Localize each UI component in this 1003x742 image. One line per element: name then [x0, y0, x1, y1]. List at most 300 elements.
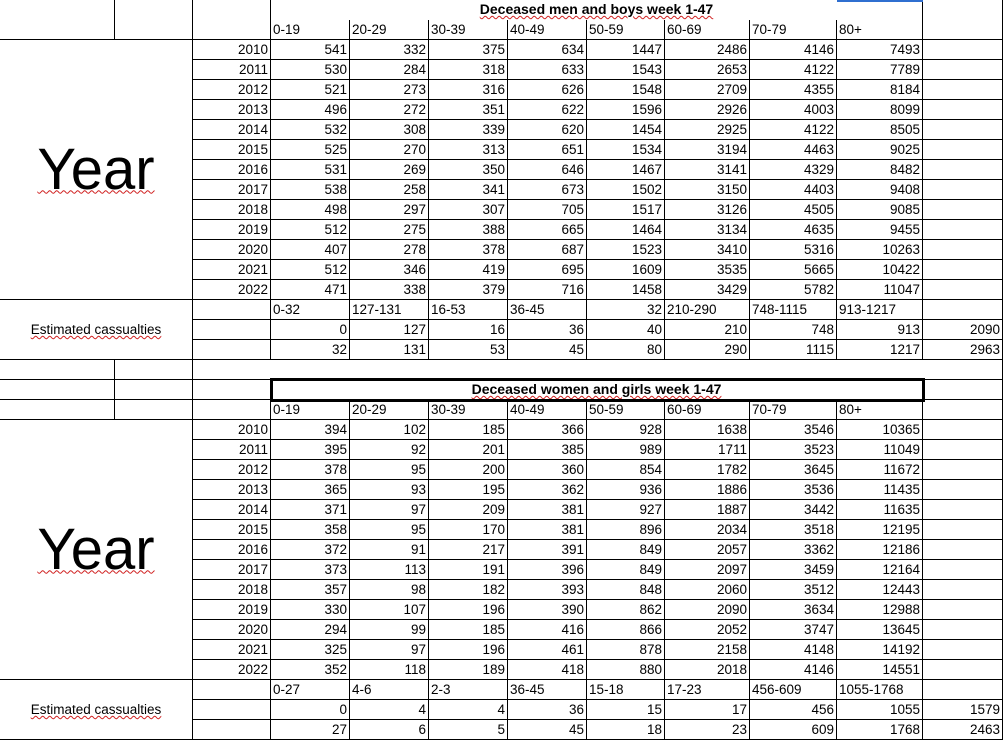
value-cell[interactable]: 98 — [350, 580, 429, 600]
value-cell[interactable]: 316 — [429, 80, 508, 100]
empty-cell[interactable] — [923, 480, 1003, 500]
empty-cell[interactable] — [193, 340, 271, 360]
empty-cell[interactable] — [193, 320, 271, 340]
estimate-low-cell[interactable]: 17 — [665, 700, 750, 720]
age-group-header[interactable]: 50-59 — [587, 400, 665, 420]
value-cell[interactable]: 10263 — [837, 240, 923, 260]
empty-cell[interactable] — [115, 400, 193, 420]
value-cell[interactable]: 2018 — [665, 660, 750, 680]
value-cell[interactable]: 927 — [587, 500, 665, 520]
value-cell[interactable]: 989 — [587, 440, 665, 460]
year-cell[interactable]: 2016 — [193, 160, 271, 180]
value-cell[interactable]: 11635 — [837, 500, 923, 520]
value-cell[interactable]: 97 — [350, 640, 429, 660]
value-cell[interactable]: 391 — [508, 540, 587, 560]
value-cell[interactable]: 201 — [429, 440, 508, 460]
value-cell[interactable]: 373 — [271, 560, 350, 580]
value-cell[interactable]: 97 — [350, 500, 429, 520]
value-cell[interactable]: 195 — [429, 480, 508, 500]
value-cell[interactable]: 3194 — [665, 140, 750, 160]
empty-cell[interactable] — [923, 580, 1003, 600]
value-cell[interactable]: 620 — [508, 120, 587, 140]
empty-cell[interactable] — [923, 40, 1003, 60]
value-cell[interactable]: 170 — [429, 520, 508, 540]
value-cell[interactable]: 118 — [350, 660, 429, 680]
age-group-header[interactable]: 70-79 — [750, 20, 837, 40]
empty-cell[interactable] — [923, 400, 1003, 420]
value-cell[interactable]: 541 — [271, 40, 350, 60]
value-cell[interactable]: 378 — [271, 460, 350, 480]
estimate-range-cell[interactable]: 36-45 — [508, 680, 587, 700]
value-cell[interactable]: 3362 — [750, 540, 837, 560]
age-group-header[interactable]: 60-69 — [665, 400, 750, 420]
value-cell[interactable]: 1782 — [665, 460, 750, 480]
value-cell[interactable]: 12988 — [837, 600, 923, 620]
year-cell[interactable]: 2021 — [193, 640, 271, 660]
age-group-header[interactable]: 80+ — [837, 400, 923, 420]
estimate-low-cell[interactable]: 40 — [587, 320, 665, 340]
year-cell[interactable]: 2010 — [193, 40, 271, 60]
value-cell[interactable]: 394 — [271, 420, 350, 440]
value-cell[interactable]: 13645 — [837, 620, 923, 640]
value-cell[interactable]: 9408 — [837, 180, 923, 200]
year-cell[interactable]: 2014 — [193, 500, 271, 520]
value-cell[interactable]: 338 — [350, 280, 429, 300]
value-cell[interactable]: 91 — [350, 540, 429, 560]
age-group-header[interactable]: 40-49 — [508, 20, 587, 40]
value-cell[interactable]: 849 — [587, 560, 665, 580]
value-cell[interactable]: 113 — [350, 560, 429, 580]
value-cell[interactable]: 4122 — [750, 60, 837, 80]
value-cell[interactable]: 330 — [271, 600, 350, 620]
estimate-range-cell[interactable]: 127-131 — [350, 300, 429, 320]
estimate-high-cell[interactable]: 6 — [350, 720, 429, 740]
value-cell[interactable]: 673 — [508, 180, 587, 200]
value-cell[interactable]: 7789 — [837, 60, 923, 80]
empty-cell[interactable] — [923, 200, 1003, 220]
value-cell[interactable]: 270 — [350, 140, 429, 160]
estimate-low-cell[interactable]: 2090 — [923, 320, 1003, 340]
age-group-header[interactable]: 40-49 — [508, 400, 587, 420]
estimate-low-cell[interactable]: 210 — [665, 320, 750, 340]
value-cell[interactable]: 278 — [350, 240, 429, 260]
value-cell[interactable]: 1548 — [587, 80, 665, 100]
value-cell[interactable]: 9025 — [837, 140, 923, 160]
value-cell[interactable]: 273 — [350, 80, 429, 100]
value-cell[interactable]: 395 — [271, 440, 350, 460]
estimate-low-cell[interactable]: 913 — [837, 320, 923, 340]
empty-cell[interactable] — [923, 280, 1003, 300]
value-cell[interactable]: 196 — [429, 640, 508, 660]
value-cell[interactable]: 272 — [350, 100, 429, 120]
value-cell[interactable]: 3429 — [665, 280, 750, 300]
age-group-header[interactable]: 30-39 — [429, 20, 508, 40]
value-cell[interactable]: 1711 — [665, 440, 750, 460]
estimate-high-cell[interactable]: 1217 — [837, 340, 923, 360]
value-cell[interactable]: 1517 — [587, 200, 665, 220]
empty-cell[interactable] — [0, 400, 115, 420]
value-cell[interactable]: 862 — [587, 600, 665, 620]
value-cell[interactable]: 10422 — [837, 260, 923, 280]
value-cell[interactable]: 107 — [350, 600, 429, 620]
value-cell[interactable]: 4146 — [750, 660, 837, 680]
empty-cell[interactable] — [923, 660, 1003, 680]
value-cell[interactable]: 716 — [508, 280, 587, 300]
women-year-label[interactable]: Year — [0, 420, 193, 680]
estimate-low-cell[interactable]: 1579 — [923, 700, 1003, 720]
estimate-range-cell[interactable]: 4-6 — [350, 680, 429, 700]
year-cell[interactable]: 2019 — [193, 600, 271, 620]
value-cell[interactable]: 531 — [271, 160, 350, 180]
empty-cell[interactable] — [923, 60, 1003, 80]
value-cell[interactable]: 9455 — [837, 220, 923, 240]
estimate-high-cell[interactable]: 80 — [587, 340, 665, 360]
value-cell[interactable]: 3512 — [750, 580, 837, 600]
value-cell[interactable]: 687 — [508, 240, 587, 260]
estimate-low-cell[interactable]: 456 — [750, 700, 837, 720]
empty-cell[interactable] — [923, 500, 1003, 520]
value-cell[interactable]: 3535 — [665, 260, 750, 280]
empty-cell[interactable] — [923, 20, 1003, 40]
estimate-range-cell[interactable]: 0-27 — [271, 680, 350, 700]
empty-cell[interactable] — [193, 720, 271, 740]
value-cell[interactable]: 313 — [429, 140, 508, 160]
value-cell[interactable]: 2052 — [665, 620, 750, 640]
estimate-low-cell[interactable]: 0 — [271, 320, 350, 340]
estimate-low-cell[interactable]: 4 — [429, 700, 508, 720]
value-cell[interactable]: 8099 — [837, 100, 923, 120]
year-cell[interactable]: 2017 — [193, 560, 271, 580]
value-cell[interactable]: 350 — [429, 160, 508, 180]
value-cell[interactable]: 928 — [587, 420, 665, 440]
value-cell[interactable]: 5316 — [750, 240, 837, 260]
empty-cell[interactable] — [115, 380, 193, 400]
year-cell[interactable]: 2019 — [193, 220, 271, 240]
value-cell[interactable]: 217 — [429, 540, 508, 560]
empty-cell[interactable] — [923, 80, 1003, 100]
estimate-high-cell[interactable]: 23 — [665, 720, 750, 740]
estimate-high-cell[interactable]: 45 — [508, 720, 587, 740]
value-cell[interactable]: 209 — [429, 500, 508, 520]
empty-cell[interactable] — [193, 0, 271, 21]
estimate-low-cell[interactable]: 0 — [271, 700, 350, 720]
value-cell[interactable]: 1609 — [587, 260, 665, 280]
value-cell[interactable]: 633 — [508, 60, 587, 80]
year-cell[interactable]: 2021 — [193, 260, 271, 280]
empty-cell[interactable] — [923, 640, 1003, 660]
estimate-high-cell[interactable]: 2463 — [923, 720, 1003, 740]
year-cell[interactable]: 2017 — [193, 180, 271, 200]
estimate-high-cell[interactable]: 1768 — [837, 720, 923, 740]
year-cell[interactable]: 2020 — [193, 240, 271, 260]
value-cell[interactable]: 3141 — [665, 160, 750, 180]
value-cell[interactable]: 3410 — [665, 240, 750, 260]
age-group-header[interactable]: 0-19 — [271, 20, 350, 40]
empty-cell[interactable] — [923, 380, 1003, 400]
empty-cell[interactable] — [115, 20, 193, 40]
value-cell[interactable]: 372 — [271, 540, 350, 560]
value-cell[interactable]: 191 — [429, 560, 508, 580]
value-cell[interactable]: 11435 — [837, 480, 923, 500]
empty-cell[interactable] — [193, 400, 271, 420]
value-cell[interactable]: 2097 — [665, 560, 750, 580]
value-cell[interactable]: 4355 — [750, 80, 837, 100]
value-cell[interactable]: 200 — [429, 460, 508, 480]
value-cell[interactable]: 351 — [429, 100, 508, 120]
value-cell[interactable]: 705 — [508, 200, 587, 220]
empty-cell[interactable] — [193, 20, 271, 40]
estimate-low-cell[interactable]: 16 — [429, 320, 508, 340]
value-cell[interactable]: 3442 — [750, 500, 837, 520]
value-cell[interactable]: 3645 — [750, 460, 837, 480]
value-cell[interactable]: 297 — [350, 200, 429, 220]
estimate-high-cell[interactable]: 45 — [508, 340, 587, 360]
value-cell[interactable]: 416 — [508, 620, 587, 640]
value-cell[interactable]: 11049 — [837, 440, 923, 460]
estimate-high-cell[interactable]: 290 — [665, 340, 750, 360]
women-estimate-label[interactable]: Estimated cassualties — [0, 680, 193, 740]
value-cell[interactable]: 1887 — [665, 500, 750, 520]
value-cell[interactable]: 4148 — [750, 640, 837, 660]
estimate-low-cell[interactable]: 36 — [508, 700, 587, 720]
estimate-high-cell[interactable]: 131 — [350, 340, 429, 360]
empty-cell[interactable] — [923, 220, 1003, 240]
year-cell[interactable]: 2013 — [193, 100, 271, 120]
value-cell[interactable]: 99 — [350, 620, 429, 640]
value-cell[interactable]: 3536 — [750, 480, 837, 500]
year-cell[interactable]: 2022 — [193, 280, 271, 300]
value-cell[interactable]: 1458 — [587, 280, 665, 300]
estimate-high-cell[interactable]: 53 — [429, 340, 508, 360]
value-cell[interactable]: 4403 — [750, 180, 837, 200]
value-cell[interactable]: 4635 — [750, 220, 837, 240]
empty-cell[interactable] — [0, 360, 115, 380]
value-cell[interactable]: 896 — [587, 520, 665, 540]
estimate-range-cell[interactable]: 17-23 — [665, 680, 750, 700]
value-cell[interactable]: 371 — [271, 500, 350, 520]
value-cell[interactable]: 95 — [350, 460, 429, 480]
empty-cell[interactable] — [923, 540, 1003, 560]
value-cell[interactable]: 102 — [350, 420, 429, 440]
year-cell[interactable]: 2010 — [193, 420, 271, 440]
empty-cell[interactable] — [923, 420, 1003, 440]
value-cell[interactable]: 1523 — [587, 240, 665, 260]
estimate-high-cell[interactable]: 18 — [587, 720, 665, 740]
value-cell[interactable]: 2090 — [665, 600, 750, 620]
age-group-header[interactable]: 20-29 — [350, 20, 429, 40]
women-table-title[interactable]: Deceased women and girls week 1-47 — [271, 380, 923, 400]
value-cell[interactable]: 626 — [508, 80, 587, 100]
estimate-high-cell[interactable]: 27 — [271, 720, 350, 740]
value-cell[interactable]: 2653 — [665, 60, 750, 80]
value-cell[interactable]: 4463 — [750, 140, 837, 160]
empty-cell[interactable] — [193, 360, 1003, 380]
age-group-header[interactable]: 80+ — [837, 20, 923, 40]
value-cell[interactable]: 538 — [271, 180, 350, 200]
year-cell[interactable]: 2018 — [193, 200, 271, 220]
value-cell[interactable]: 294 — [271, 620, 350, 640]
year-cell[interactable]: 2013 — [193, 480, 271, 500]
value-cell[interactable]: 11047 — [837, 280, 923, 300]
value-cell[interactable]: 10365 — [837, 420, 923, 440]
estimate-low-cell[interactable]: 748 — [750, 320, 837, 340]
year-cell[interactable]: 2014 — [193, 120, 271, 140]
men-estimate-label[interactable]: Estimated cassualties — [0, 300, 193, 360]
empty-cell[interactable] — [193, 680, 271, 700]
value-cell[interactable]: 1464 — [587, 220, 665, 240]
value-cell[interactable]: 12195 — [837, 520, 923, 540]
empty-cell[interactable] — [923, 180, 1003, 200]
value-cell[interactable]: 2158 — [665, 640, 750, 660]
value-cell[interactable]: 381 — [508, 520, 587, 540]
value-cell[interactable]: 496 — [271, 100, 350, 120]
value-cell[interactable]: 362 — [508, 480, 587, 500]
value-cell[interactable]: 14551 — [837, 660, 923, 680]
year-cell[interactable]: 2022 — [193, 660, 271, 680]
year-cell[interactable]: 2015 — [193, 520, 271, 540]
value-cell[interactable]: 880 — [587, 660, 665, 680]
value-cell[interactable]: 2060 — [665, 580, 750, 600]
men-year-label[interactable]: Year — [0, 40, 193, 300]
empty-cell[interactable] — [923, 560, 1003, 580]
value-cell[interactable]: 275 — [350, 220, 429, 240]
value-cell[interactable]: 92 — [350, 440, 429, 460]
estimate-low-cell[interactable]: 1055 — [837, 700, 923, 720]
value-cell[interactable]: 1454 — [587, 120, 665, 140]
value-cell[interactable]: 308 — [350, 120, 429, 140]
value-cell[interactable]: 471 — [271, 280, 350, 300]
value-cell[interactable]: 8482 — [837, 160, 923, 180]
empty-cell[interactable] — [193, 300, 271, 320]
value-cell[interactable]: 93 — [350, 480, 429, 500]
value-cell[interactable]: 521 — [271, 80, 350, 100]
empty-cell[interactable] — [923, 520, 1003, 540]
estimate-high-cell[interactable]: 5 — [429, 720, 508, 740]
age-group-header[interactable]: 30-39 — [429, 400, 508, 420]
value-cell[interactable]: 12443 — [837, 580, 923, 600]
value-cell[interactable]: 196 — [429, 600, 508, 620]
value-cell[interactable]: 530 — [271, 60, 350, 80]
estimate-high-cell[interactable]: 32 — [271, 340, 350, 360]
value-cell[interactable]: 5782 — [750, 280, 837, 300]
value-cell[interactable]: 419 — [429, 260, 508, 280]
value-cell[interactable]: 4505 — [750, 200, 837, 220]
value-cell[interactable]: 360 — [508, 460, 587, 480]
value-cell[interactable]: 2486 — [665, 40, 750, 60]
empty-cell[interactable] — [923, 0, 1003, 21]
value-cell[interactable]: 5665 — [750, 260, 837, 280]
year-cell[interactable]: 2020 — [193, 620, 271, 640]
age-group-header[interactable]: 0-19 — [271, 400, 350, 420]
estimate-low-cell[interactable]: 15 — [587, 700, 665, 720]
empty-cell[interactable] — [923, 300, 1003, 320]
value-cell[interactable]: 3747 — [750, 620, 837, 640]
estimate-range-cell[interactable]: 36-45 — [508, 300, 587, 320]
estimate-high-cell[interactable]: 609 — [750, 720, 837, 740]
value-cell[interactable]: 357 — [271, 580, 350, 600]
value-cell[interactable]: 525 — [271, 140, 350, 160]
value-cell[interactable]: 4122 — [750, 120, 837, 140]
value-cell[interactable]: 651 — [508, 140, 587, 160]
value-cell[interactable]: 385 — [508, 440, 587, 460]
value-cell[interactable]: 3523 — [750, 440, 837, 460]
value-cell[interactable]: 379 — [429, 280, 508, 300]
value-cell[interactable]: 866 — [587, 620, 665, 640]
estimate-range-cell[interactable]: 456-609 — [750, 680, 837, 700]
value-cell[interactable]: 307 — [429, 200, 508, 220]
value-cell[interactable]: 352 — [271, 660, 350, 680]
value-cell[interactable]: 634 — [508, 40, 587, 60]
empty-cell[interactable] — [923, 140, 1003, 160]
value-cell[interactable]: 4329 — [750, 160, 837, 180]
estimate-range-cell[interactable]: 2-3 — [429, 680, 508, 700]
value-cell[interactable]: 365 — [271, 480, 350, 500]
estimate-low-cell[interactable]: 127 — [350, 320, 429, 340]
value-cell[interactable]: 3150 — [665, 180, 750, 200]
value-cell[interactable]: 695 — [508, 260, 587, 280]
value-cell[interactable]: 3546 — [750, 420, 837, 440]
value-cell[interactable]: 339 — [429, 120, 508, 140]
value-cell[interactable]: 346 — [350, 260, 429, 280]
year-cell[interactable]: 2012 — [193, 460, 271, 480]
empty-cell[interactable] — [923, 680, 1003, 700]
year-cell[interactable]: 2018 — [193, 580, 271, 600]
value-cell[interactable]: 1886 — [665, 480, 750, 500]
value-cell[interactable]: 622 — [508, 100, 587, 120]
value-cell[interactable]: 4146 — [750, 40, 837, 60]
value-cell[interactable]: 1534 — [587, 140, 665, 160]
value-cell[interactable]: 936 — [587, 480, 665, 500]
estimate-range-cell[interactable]: 0-32 — [271, 300, 350, 320]
estimate-range-cell[interactable]: 32 — [587, 300, 665, 320]
value-cell[interactable]: 407 — [271, 240, 350, 260]
value-cell[interactable]: 390 — [508, 600, 587, 620]
value-cell[interactable]: 381 — [508, 500, 587, 520]
empty-cell[interactable] — [115, 360, 193, 380]
empty-cell[interactable] — [923, 160, 1003, 180]
value-cell[interactable]: 512 — [271, 260, 350, 280]
value-cell[interactable]: 358 — [271, 520, 350, 540]
value-cell[interactable]: 3134 — [665, 220, 750, 240]
age-group-header[interactable]: 20-29 — [350, 400, 429, 420]
value-cell[interactable]: 1467 — [587, 160, 665, 180]
value-cell[interactable]: 2925 — [665, 120, 750, 140]
value-cell[interactable]: 8505 — [837, 120, 923, 140]
value-cell[interactable]: 11672 — [837, 460, 923, 480]
value-cell[interactable]: 284 — [350, 60, 429, 80]
value-cell[interactable]: 1638 — [665, 420, 750, 440]
value-cell[interactable]: 2034 — [665, 520, 750, 540]
value-cell[interactable]: 341 — [429, 180, 508, 200]
empty-cell[interactable] — [0, 0, 115, 21]
empty-cell[interactable] — [923, 260, 1003, 280]
value-cell[interactable]: 1596 — [587, 100, 665, 120]
estimate-range-cell[interactable]: 748-1115 — [750, 300, 837, 320]
value-cell[interactable]: 269 — [350, 160, 429, 180]
value-cell[interactable]: 878 — [587, 640, 665, 660]
value-cell[interactable]: 848 — [587, 580, 665, 600]
value-cell[interactable]: 318 — [429, 60, 508, 80]
value-cell[interactable]: 396 — [508, 560, 587, 580]
value-cell[interactable]: 2926 — [665, 100, 750, 120]
empty-cell[interactable] — [923, 600, 1003, 620]
estimate-range-cell[interactable]: 913-1217 — [837, 300, 923, 320]
men-table-title[interactable]: Deceased men and boys week 1-47 — [271, 0, 923, 21]
empty-cell[interactable] — [0, 20, 115, 40]
value-cell[interactable]: 3518 — [750, 520, 837, 540]
value-cell[interactable]: 1543 — [587, 60, 665, 80]
value-cell[interactable]: 2057 — [665, 540, 750, 560]
